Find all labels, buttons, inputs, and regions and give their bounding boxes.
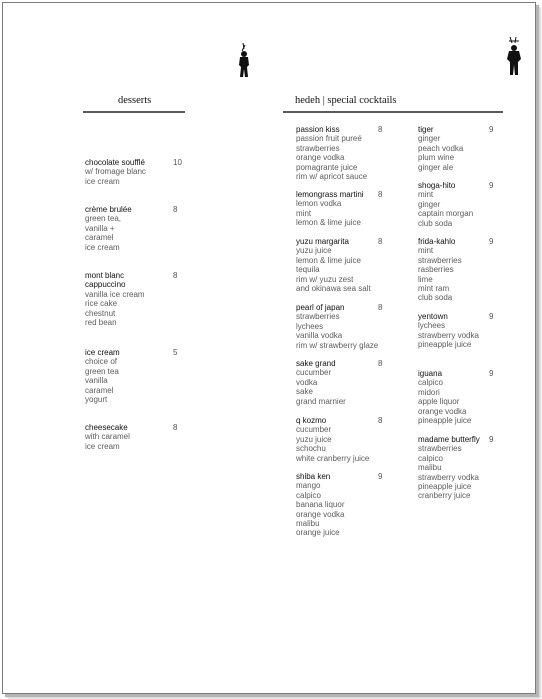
menu-item-ingredient: club soda (418, 293, 453, 303)
menu-item (85, 423, 130, 451)
menu-item (418, 312, 479, 350)
menu-item-price: 8 (378, 303, 383, 312)
menu-item (296, 416, 369, 463)
menu-item-ingredient: ice cream (85, 242, 120, 252)
desserts-heading: desserts (118, 95, 152, 106)
menu-item-ingredient: rasberries (418, 265, 454, 275)
menu-item-ingredient: strawberries (296, 312, 340, 322)
menu-item (296, 359, 346, 406)
samurai-silhouette-right (506, 37, 522, 77)
menu-item-ingredient: lychees (418, 321, 446, 331)
menu-item-ingredient: cucumber (296, 368, 332, 378)
menu-item-ingredient: ice cream (85, 176, 120, 186)
menu-item-ingredient: pineapple juice (418, 416, 472, 426)
menu-item-ingredient: vanilla (85, 376, 108, 386)
menu-item-ingredient: orange vodka (296, 509, 345, 519)
menu-item-ingredient: lime (418, 274, 433, 284)
menu-item-ingredient: yogurt (85, 395, 108, 405)
menu-item-ingredient: banana liquor (296, 500, 345, 510)
menu-item-ingredient: rim w/ apricot sauce (296, 172, 368, 182)
menu-item-price: 9 (378, 472, 383, 481)
menu-item-price: 9 (489, 125, 494, 134)
menu-item-ingredient: yuzu juice (296, 246, 332, 256)
menu-item-ingredient: yuzu juice (296, 434, 332, 444)
menu-item-name: shoga-hito (418, 181, 456, 190)
menu-item-ingredient: vanilla vodka (296, 331, 343, 341)
menu-item-ingredient: mint (418, 190, 434, 200)
menu-item-ingredient: lemon & lime juice (296, 255, 361, 265)
menu-item-ingredient: orange juice (296, 528, 340, 538)
menu-item-ingredient: pomagrante juice (296, 162, 358, 172)
menu-item-ingredient: red bean (85, 318, 117, 328)
menu-item (418, 369, 471, 425)
menu-item (296, 303, 378, 350)
menu-item (85, 158, 146, 186)
menu-item-price: 8 (173, 205, 178, 214)
menu-item-ingredient: vodka (296, 377, 318, 387)
menu-item-price: 9 (489, 237, 494, 246)
menu-item-ingredient: strawberries (418, 444, 462, 454)
menu-item-name: pearl of japan (296, 303, 345, 312)
menu-item-price: 8 (378, 190, 383, 199)
menu-item-ingredient: caramel (85, 385, 114, 395)
menu-item-name: madame butterfly (418, 435, 480, 444)
menu-item-ingredient: and okinawa sea salt (296, 284, 371, 294)
menu-item-ingredient: schochu (296, 444, 326, 454)
menu-item-ingredient: cucumber (296, 425, 332, 435)
menu-item (296, 190, 364, 228)
menu-item-price: 8 (378, 359, 383, 368)
menu-item-name: passion kiss (296, 125, 340, 134)
menu-item (85, 271, 145, 327)
menu-item-ingredient: ice cream (85, 441, 120, 451)
menu-item-ingredient: cranberry juice (418, 491, 471, 501)
menu-item-ingredient: midori (418, 387, 440, 397)
menu-item-ingredient: grand marnier (296, 396, 346, 406)
menu-item-ingredient: mint (418, 246, 434, 256)
menu-item-ingredient: apple liquor (418, 397, 460, 407)
menu-page (2, 2, 536, 694)
menu-item-price: 8 (378, 125, 383, 134)
menu-item-price: 9 (489, 369, 494, 378)
menu-item-ingredient: rim w/ strawberry glaze (296, 340, 379, 350)
menu-item-price: 8 (378, 416, 383, 425)
menu-item (85, 348, 120, 404)
menu-item (296, 472, 344, 538)
menu-item-ingredient: lemon vodka (296, 199, 342, 209)
menu-item (85, 205, 132, 252)
menu-item-price: 10 (173, 158, 182, 167)
menu-item-ingredient: lemon & lime juice (296, 218, 361, 228)
menu-item-price: 5 (173, 348, 178, 357)
menu-item-name: ice cream (85, 348, 120, 357)
menu-item (418, 181, 473, 228)
menu-item-ingredient: calpico (296, 490, 321, 500)
menu-item-ingredient: choice of (85, 357, 118, 367)
menu-item-ingredient: sake (296, 387, 313, 397)
menu-item-name: yentown (418, 312, 448, 321)
menu-item-ingredient: orange vodka (296, 153, 345, 163)
menu-item-ingredient: w/ fromage blanc (85, 167, 146, 177)
menu-item-name: shiba ken (296, 472, 331, 481)
menu-item-name: crème brulée (85, 205, 132, 214)
menu-item-ingredient: vanilla ice cream (85, 289, 145, 299)
menu-item-ingredient: green tea, (85, 214, 122, 224)
menu-item-ingredient: pineapple juice (418, 482, 472, 492)
menu-item-ingredient: peach vodka (418, 143, 464, 153)
menu-item-name: q kozmo (296, 416, 327, 425)
menu-item-ingredient: club soda (418, 218, 453, 228)
menu-item-ingredient: mint ram (418, 284, 450, 294)
menu-item-name: cheesecake (85, 423, 128, 432)
menu-item-name: chocolate soufflé (85, 158, 145, 167)
menu-item-price: 9 (489, 435, 494, 444)
menu-item-ingredient: malibu (418, 463, 442, 473)
menu-item-ingredient: calpico (418, 378, 443, 388)
menu-item-ingredient: caramel (85, 233, 114, 243)
menu-item-ingredient: strawberries (296, 143, 340, 153)
menu-item-ingredient: ginger (418, 134, 441, 144)
menu-item-ingredient: tequila (296, 265, 320, 275)
menu-item-ingredient: with caramel (85, 432, 130, 442)
menu-item (296, 125, 367, 181)
menu-item-ingredient: green tea (85, 366, 119, 376)
menu-item-name: lemongrass martini (296, 190, 364, 199)
menu-item-price: 8 (378, 237, 383, 246)
menu-item-ingredient: rim w/ yuzu zest (296, 274, 354, 284)
menu-item-ingredient: mango (296, 481, 321, 491)
menu-item-ingredient: white cranberry juice (296, 453, 370, 463)
desserts-divider (83, 111, 185, 113)
menu-item-name: tiger (418, 125, 434, 134)
menu-item-ingredient: rice cake (85, 299, 118, 309)
menu-item-ingredient: plum wine (418, 153, 455, 163)
menu-item (418, 125, 463, 172)
samurai-silhouette-left (237, 43, 251, 79)
menu-item-ingredient: orange vodka (418, 406, 467, 416)
menu-item-price: 8 (173, 271, 178, 280)
cocktails-divider (283, 111, 503, 113)
menu-item-price: 9 (489, 181, 494, 190)
menu-item-ingredient: pineapple juice (418, 340, 472, 350)
menu-item (296, 237, 371, 293)
menu-item-ingredient: ginger (418, 199, 441, 209)
menu-item-name: iguana (418, 369, 443, 378)
menu-item-name: frida-kahlo (418, 237, 456, 246)
menu-item-ingredient: captain morgan (418, 209, 474, 219)
menu-item-ingredient: mint (296, 208, 312, 218)
menu-item-ingredient: passion fruit pureé (296, 134, 362, 144)
menu-item-ingredient: vanilla + (85, 223, 115, 233)
menu-item (418, 237, 462, 303)
menu-item-ingredient: lychees (296, 321, 324, 331)
menu-item-price: 9 (489, 312, 494, 321)
cocktails-heading: hedeh | special cocktails (295, 95, 397, 106)
menu-item-ingredient: calpico (418, 453, 443, 463)
menu-item-ingredient: ginger ale (418, 162, 454, 172)
menu-item-price: 8 (173, 423, 178, 432)
menu-item-ingredient: malibu (296, 519, 320, 529)
menu-item (418, 435, 480, 501)
menu-item-name: sake grand (296, 359, 336, 368)
menu-item-ingredient: strawberries (418, 255, 462, 265)
menu-item-name: mont blanc cappuccino (85, 271, 126, 290)
menu-item-ingredient: strawberry vodka (418, 330, 479, 340)
menu-item-ingredient: strawberry vodka (418, 472, 479, 482)
menu-item-name: yuzu margarita (296, 237, 349, 246)
menu-item-ingredient: chestnut (85, 308, 116, 318)
